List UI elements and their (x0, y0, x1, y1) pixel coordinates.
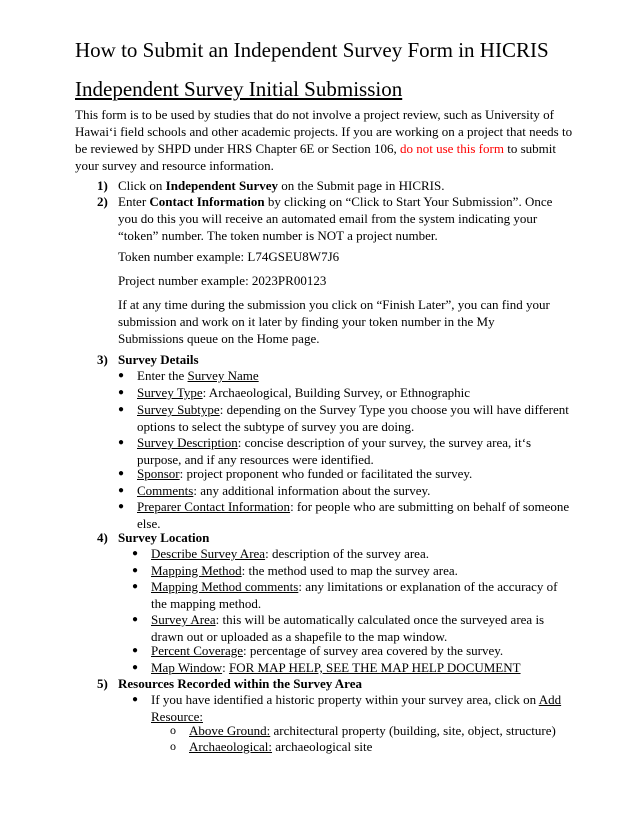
bullet-icon: ● (132, 662, 139, 673)
item-term: Preparer Contact Information (137, 499, 291, 514)
item-text: Enter the (137, 368, 188, 383)
step-number: 4) (97, 530, 108, 545)
bullet-icon: ● (118, 485, 125, 496)
step-text: Enter (118, 194, 150, 209)
intro-text: This form is to be used by studies that do not involve a project review, such as University of Hawai‘i field schools and other academic projects. If you are working on a project that needs to be reviewed by SHPD under HRS Chapter 6E or Section 106, (75, 107, 573, 156)
bullet-icon: ● (132, 694, 139, 705)
item-term: Mapping Method (151, 563, 242, 578)
item-desc: : description of the survey area. (265, 546, 429, 561)
list-item (137, 434, 572, 468)
list-item (151, 611, 546, 645)
item-desc: : concise description of your survey, the survey area, it‘s purpose, and if any resources were identified. (137, 435, 532, 467)
list-item (151, 691, 566, 725)
item-term: Sponsor (137, 466, 180, 481)
item-term: Survey Type (137, 385, 203, 400)
step-number: 3) (97, 352, 108, 367)
item-term: Survey Area (151, 612, 216, 627)
item-term: Percent Coverage (151, 643, 244, 658)
map-help-link[interactable]: FOR MAP HELP, SEE THE MAP HELP DOCUMENT (228, 660, 521, 675)
bullet-icon: ● (118, 468, 125, 479)
list-item (137, 482, 430, 499)
item-term: Comments (137, 483, 194, 498)
bullet-icon: ● (118, 370, 125, 381)
list-item (151, 545, 429, 562)
item-term: Map Window (151, 660, 223, 675)
item-text: If you have identified a historic property within your survey area, click on (151, 692, 539, 707)
step-number: 5) (97, 676, 108, 691)
list-item (137, 401, 572, 435)
intro-warning: do not use this form (396, 141, 504, 156)
item-desc: : any limitations or explanation of the accuracy of the mapping method. (151, 579, 558, 611)
item-term: Survey Description (137, 435, 238, 450)
item-desc: : the method used to map the survey area. (241, 563, 458, 578)
token-example: Token number example: L74GSEU8W7J6 (118, 249, 340, 264)
list-item (151, 562, 458, 579)
item-term: Survey Subtype (137, 402, 220, 417)
intro-text-end: to submit your survey and resource information. (75, 141, 556, 173)
bullet-icon: ● (118, 404, 125, 415)
list-item (137, 465, 472, 482)
step-text: by clicking on “Click to Start Your Submission”. Once you do this you will receive an automated email from the system indicating your “token” number. The token number is NOT a project number. (118, 194, 553, 243)
item-term: Survey Name (187, 368, 259, 383)
section-heading: Independent Survey Initial Submission (75, 77, 403, 101)
item-desc: : (222, 660, 229, 675)
bullet-icon: ● (118, 501, 125, 512)
bullet-icon: ● (132, 614, 139, 625)
item-desc: architectural property (building, site, object, structure) (270, 723, 556, 738)
bullet-icon: ● (118, 437, 125, 448)
step-bold: Independent Survey (165, 178, 278, 193)
list-item (137, 498, 572, 532)
item-desc: : Archaeological, Building Survey, or Ethnographic (202, 385, 471, 400)
sub-list-item (189, 722, 556, 739)
sub-list-item (189, 738, 372, 755)
bullet-icon: ● (132, 548, 139, 559)
item-desc: : this will be automatically calculated once the surveyed area is drawn out or uploaded as a shapefile to the map window. (151, 612, 545, 644)
project-example: Project number example: 2023PR00123 (118, 273, 327, 288)
step-1-text (118, 177, 578, 194)
item-desc: : project proponent who funded or facilitated the survey. (179, 466, 473, 481)
item-desc: : depending on the Survey Type you choose you will have different options to select the subtype of survey you are doing. (137, 402, 569, 434)
bullet-icon: ● (132, 581, 139, 592)
step-title: Survey Details (118, 352, 199, 367)
step-number: 2) (97, 194, 108, 209)
item-term: Describe Survey Area (151, 546, 266, 561)
item-desc: : for people who are submitting on behalf of someone else. (137, 499, 570, 531)
item-desc: archaeological site (272, 739, 373, 754)
list-item (151, 642, 503, 659)
item-term: Archaeological: (189, 739, 273, 754)
item-term: Mapping Method comments (151, 579, 299, 594)
circle-bullet-icon: o (170, 739, 176, 753)
add-resource-link[interactable]: Add Resource: (151, 692, 562, 724)
document-title: How to Submit an Independent Survey Form in HICRIS (75, 38, 549, 62)
list-item (151, 659, 521, 676)
step-text: Click on (118, 178, 166, 193)
step-text: on the Submit page in HICRIS. (278, 178, 445, 193)
bullet-icon: ● (132, 645, 139, 656)
intro-paragraph (75, 106, 575, 174)
step-2-text (118, 193, 568, 244)
bullet-icon: ● (132, 565, 139, 576)
step-title: Survey Location (118, 530, 210, 545)
circle-bullet-icon: o (170, 723, 176, 737)
list-item (137, 367, 259, 384)
list-item (151, 578, 571, 612)
item-term: Above Ground: (189, 723, 271, 738)
list-item (137, 384, 470, 401)
finish-later-note: If at any time during the submission you click on “Finish Later”, you can find your submission and work on it later by finding your token number in the My Submissions queue on the Home page. (118, 297, 550, 346)
step-title: Resources Recorded within the Survey Area (118, 676, 362, 691)
item-desc: : any additional information about the survey. (193, 483, 431, 498)
bullet-icon: ● (118, 387, 125, 398)
item-desc: : percentage of survey area covered by the survey. (243, 643, 504, 658)
step-number: 1) (97, 178, 108, 193)
step-bold: Contact Information (149, 194, 265, 209)
